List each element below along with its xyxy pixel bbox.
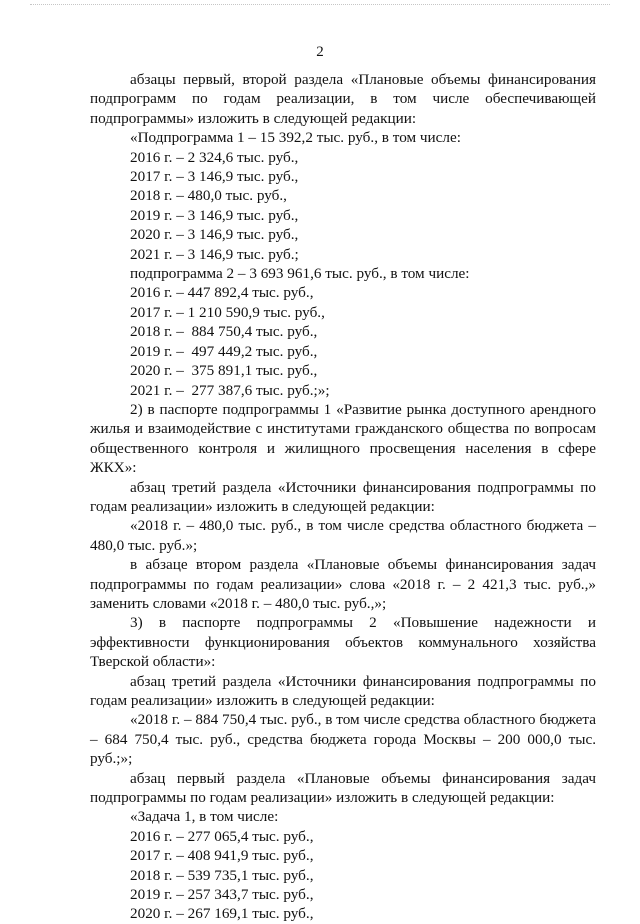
paragraph: 3) в паспорте подпрограммы 2 «Повышение надежности и эффективности функционирования объектов коммунального хозяйства Тверской области»:	[90, 614, 596, 671]
text-line: 2019 г. – 257 343,7 тыс. руб.,	[130, 886, 314, 904]
text-line: подпрограмма 2 – 3 693 961,6 тыс. руб., в том числе:	[130, 265, 470, 283]
paragraph: абзац первый раздела «Плановые объемы финансирования задач подпрограммы по годам реализации» изложить в следующей редакции:	[90, 769, 596, 807]
paragraph: абзац третий раздела «Источники финансирования подпрограммы по годам реализации» изложить в следующей редакции:	[90, 478, 596, 515]
text-line: 2020 г. – 3 146,9 тыс. руб.,	[130, 226, 299, 244]
paragraph: 2) в паспорте подпрограммы 1 «Развитие рынка доступного арендного жилья и взаимодействие с институтами гражданского общества по вопросам общественного контроля и жилищного просвещения населения в сфере ЖКХ»:	[90, 400, 596, 477]
text-line: 2017 г. – 3 146,9 тыс. руб.,	[130, 168, 299, 186]
paragraph: «2018 г. – 480,0 тыс. руб., в том числе средства областного бюджета – 480,0 тыс. руб.»;	[90, 517, 596, 554]
scan-edge-artifact	[30, 4, 610, 8]
text-line: «Задача 1, в том числе:	[130, 808, 279, 826]
text-line: «Подпрограмма 1 – 15 392,2 тыс. руб., в том числе:	[130, 129, 461, 147]
text-line: 2019 г. – 497 449,2 тыс. руб.,	[130, 342, 318, 360]
text-line: 2017 г. – 1 210 590,9 тыс. руб.,	[130, 303, 325, 321]
text-line: 2018 г. – 884 750,4 тыс. руб.,	[130, 323, 318, 341]
text-line: 2019 г. – 3 146,9 тыс. руб.,	[130, 206, 299, 224]
text-line: 2020 г. – 375 891,1 тыс. руб.,	[130, 362, 318, 380]
paragraph: абзацы первый, второй раздела «Плановые объемы финансирования подпрограмм по годам реализации, в том числе обеспечивающей подпрограммы» изложить в следующей редакции:	[90, 71, 596, 127]
text-line: 2018 г. – 480,0 тыс. руб.,	[130, 187, 287, 205]
paragraph: «2018 г. – 884 750,4 тыс. руб., в том числе средства областного бюджета – 684 750,4 тыс. руб., средства бюджета города Москвы – 200 000,0 тыс. руб.;»;	[90, 711, 596, 768]
page-number: 2	[316, 44, 324, 60]
paragraph: в абзаце втором раздела «Плановые объемы финансирования задач подпрограммы по годам реализации» слова «2018 г. – 2 421,3 тыс. руб.,» заменить словами «2018 г. – 480,0 тыс. руб.,»;	[90, 556, 596, 612]
text-line: 2021 г. – 3 146,9 тыс. руб.;	[130, 245, 299, 263]
text-line: 2018 г. – 539 735,1 тыс. руб.,	[130, 866, 314, 884]
text-line: 2017 г. – 408 941,9 тыс. руб.,	[130, 847, 314, 865]
document-body	[90, 70, 596, 924]
text-line: 2016 г. – 2 324,6 тыс. руб.,	[130, 148, 299, 166]
text-line: 2016 г. – 447 892,4 тыс. руб.,	[130, 284, 314, 302]
paragraph: абзац третий раздела «Источники финансирования подпрограммы по годам реализации» изложить в следующей редакции:	[90, 672, 596, 709]
text-line: 2020 г. – 267 169,1 тыс. руб.,	[130, 905, 314, 923]
text-line: 2021 г. – 277 387,6 тыс. руб.;»;	[130, 381, 330, 399]
text-line: 2016 г. – 277 065,4 тыс. руб.,	[130, 827, 314, 845]
